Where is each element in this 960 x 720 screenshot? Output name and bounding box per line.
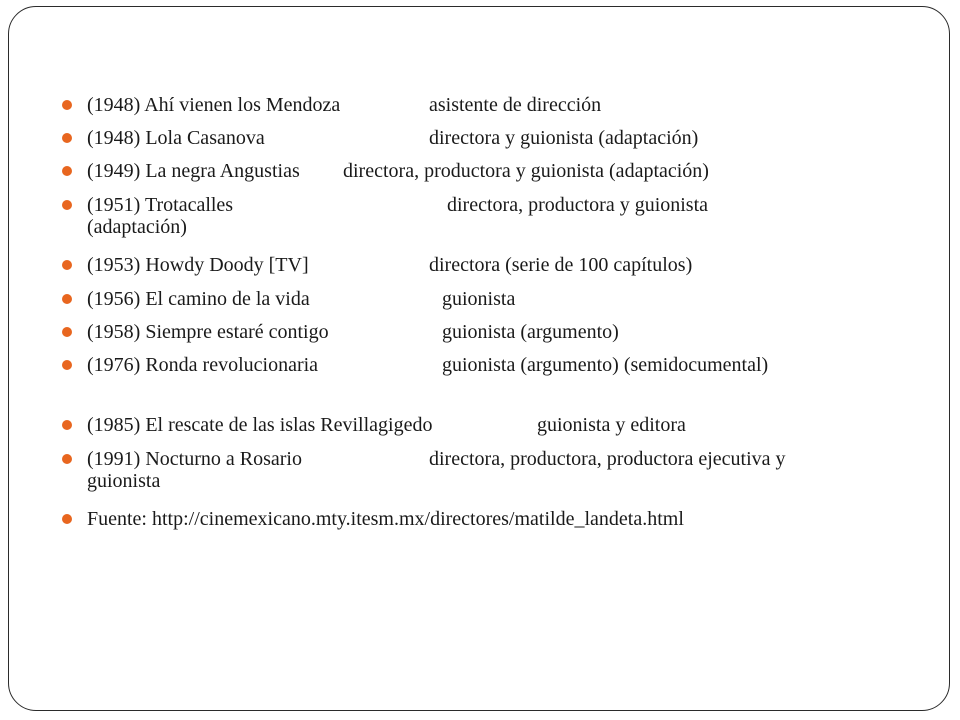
film-role-continued: (adaptación) xyxy=(87,216,187,238)
bullet-icon xyxy=(62,294,72,304)
film-role: directora, productora, productora ejecutiva y xyxy=(429,448,786,470)
film-role: directora (serie de 100 capítulos) xyxy=(429,254,693,276)
film-title: (1956) El camino de la vida xyxy=(87,288,310,310)
film-title: (1976) Ronda revolucionaria xyxy=(87,354,319,376)
list-item xyxy=(87,194,887,238)
bullet-icon xyxy=(62,514,72,524)
film-role: guionista (argumento) xyxy=(442,321,619,343)
film-role: guionista (argumento) (semidocumental) xyxy=(442,354,769,376)
film-role: directora, productora y guionista xyxy=(447,194,709,216)
film-title: (1958) Siempre estaré contigo xyxy=(87,321,329,343)
bullet-icon xyxy=(62,200,72,210)
film-role-continued: guionista xyxy=(87,470,161,492)
bullet-icon xyxy=(62,454,72,464)
bullet-icon xyxy=(62,166,72,176)
bullet-icon xyxy=(62,327,72,337)
bullet-icon xyxy=(62,360,72,370)
list-item xyxy=(87,127,887,149)
film-title: (1953) Howdy Doody [TV] xyxy=(87,254,309,276)
list-item xyxy=(87,414,887,436)
list-item xyxy=(87,321,887,343)
film-title: (1948) Lola Casanova xyxy=(87,127,265,149)
source-item xyxy=(87,508,887,530)
list-item xyxy=(87,94,887,116)
film-role: asistente de dirección xyxy=(429,94,602,116)
film-role: guionista y editora xyxy=(537,414,686,436)
list-item xyxy=(87,354,887,376)
list-item xyxy=(87,288,887,310)
bullet-icon xyxy=(62,100,72,110)
bullet-icon xyxy=(62,420,72,430)
bullet-icon xyxy=(62,260,72,270)
film-title: (1991) Nocturno a Rosario xyxy=(87,448,302,470)
film-role: directora, productora y guionista (adaptación) xyxy=(343,160,709,182)
film-title: (1951) Trotacalles xyxy=(87,194,234,216)
film-title: (1949) La negra Angustias xyxy=(87,160,300,182)
film-title: (1948) Ahí vienen los Mendoza xyxy=(87,94,341,116)
bullet-icon xyxy=(62,133,72,143)
film-role: directora y guionista (adaptación) xyxy=(429,127,699,149)
list-item xyxy=(87,160,887,182)
list-item xyxy=(87,254,887,276)
list-item xyxy=(87,448,887,492)
film-title: (1985) El rescate de las islas Revillagigedo xyxy=(87,414,433,436)
film-role: guionista xyxy=(442,288,516,310)
source-text: Fuente: http://cinemexicano.mty.itesm.mx/directores/matilde_landeta.html xyxy=(87,508,684,530)
